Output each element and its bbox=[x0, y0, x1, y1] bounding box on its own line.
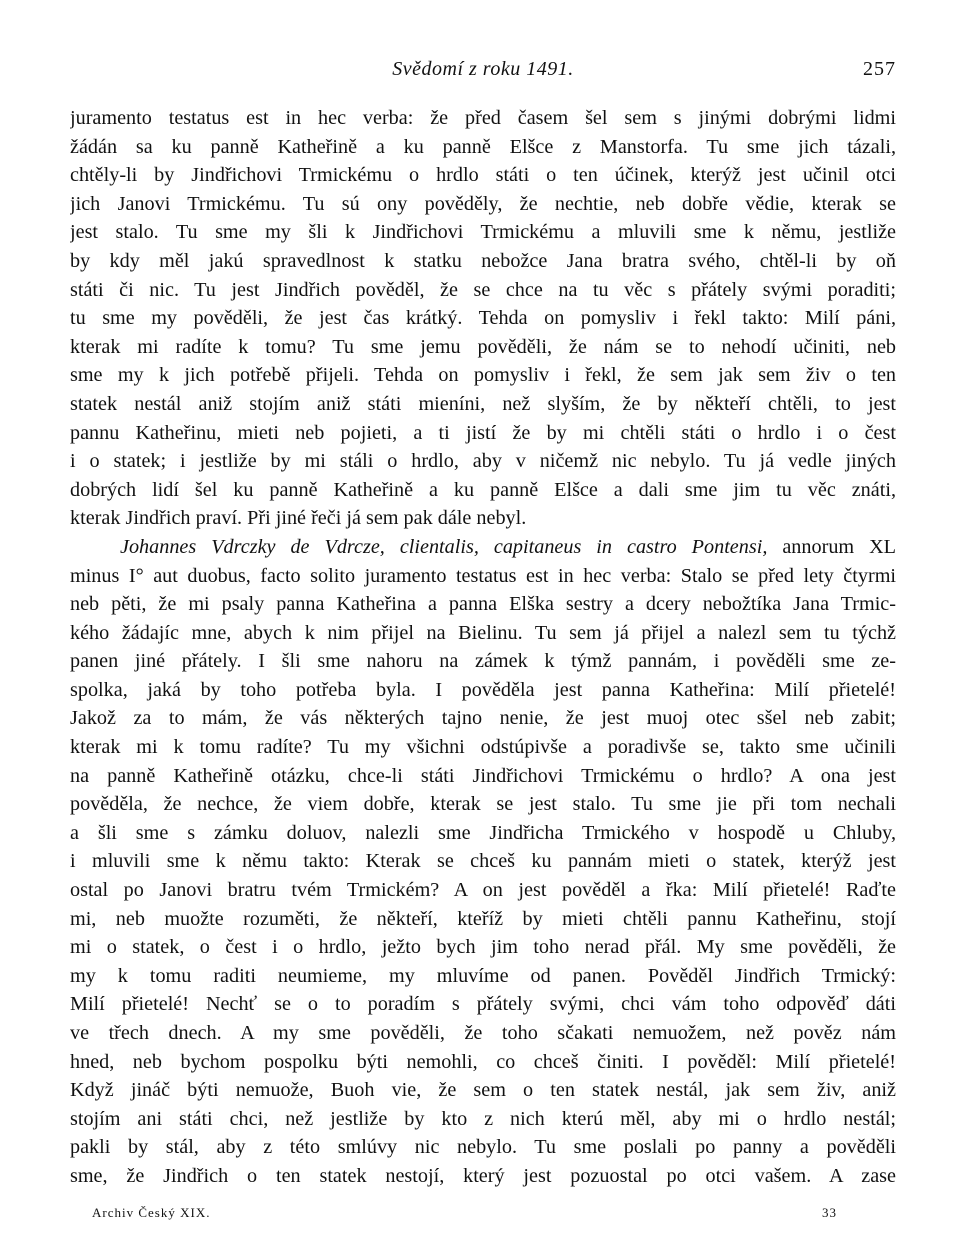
text-line: by kdy měl jakú spravedlnost k statku nebožce Jana bratra svého, chtěl-li by oň bbox=[70, 249, 896, 272]
text-line: Milí přietelé! Nechť se o to poradím s přátely svými, chci vám toho odpověď dáti bbox=[70, 993, 896, 1016]
text-line: pověděla, že nechce, že viem dobře, kterak se jest stalo. Tu sme jie při tom nechali bbox=[70, 793, 896, 816]
text-line: i mluvili sme k němu takto: Kterak se chceš ku pannám mieti o statek, kterýž jest bbox=[70, 850, 896, 873]
text-line: sme my k jich potřebě přijeli. Tehda on pomysliv i řekl, že sem jak sem živ o ten bbox=[70, 364, 896, 387]
text-line: kého žádajíc mne, abych k nim přijel na Bielinu. Tu sem já přijel a nalezl sem tu týchž bbox=[70, 621, 896, 644]
text-line: statek nestál aniž stojím aniž státi mieníni, než slyším, že by někteří chtěli, to jest bbox=[70, 392, 896, 415]
text-line: juramento testatus est in hec verba: že před časem šel sem s jinými dobrými lidmi bbox=[70, 107, 896, 129]
text-line: stojím ani státi chci, než jestliže by kto z nich kterú měl, aby mi o hrdlo nestál; bbox=[70, 1107, 896, 1130]
running-title: Svědomí z roku 1491. bbox=[392, 58, 574, 80]
text-line: pannu Katheřinu, mieti neb pojieti, a ti jistí že by mi chtěli státi o hrdlo i o čest bbox=[70, 421, 896, 444]
text-line: jich Janovi Trmickému. Tu sú ony pověděly, že nechtie, neb dobře vědie, kterak se bbox=[70, 192, 896, 215]
text-line: státi či nic. Tu jest Jindřich pověděl, že se chce na tu věc s přátely svými poraditi; bbox=[70, 278, 896, 301]
text-line: neb pěti, že mi psaly panna Katheřina a panna Elška sestry a dcery nebožtíka Jana Trmic- bbox=[70, 593, 896, 616]
text-line: mi o statek, o čest i o hrdlo, ježto bych jim toho nerad přál. My sme pověděli, že bbox=[70, 936, 896, 959]
text-line: minus I° aut duobus, facto solito juramento testatus est in hec verba: Stalo se před lety čtyrmi bbox=[70, 564, 896, 587]
text-line: žádán sa ku panně Katheřině a ku panně Elšce z Manstorfa. Tu sme jich tázali, bbox=[70, 135, 896, 158]
text-line: hned, neb bychom pospolku býti nemohli, co chceš činiti. I pověděl: Milí přietelé! bbox=[70, 1050, 896, 1073]
text-line: pakli by stál, aby z této smlúvy nic nebylo. Tu sme poslali po panny a pověděli bbox=[70, 1136, 896, 1159]
text-line: Jakož za to mám, že vás některých tajno nenie, že jest muoj otec sšel neb zabit; bbox=[70, 707, 896, 730]
text-line: panen jiné přátely. I šli sme nahoru na zámek k týmž pannám, i pověděli sme ze- bbox=[70, 650, 896, 673]
lead-line-rest: annorum XL bbox=[767, 535, 896, 558]
text-line: a šli sme s zámku doluov, nalezli sme Jindřicha Trmického v hospodě u Chluby, bbox=[70, 821, 896, 844]
text-line: spolka, jaká by toho potřeba byla. I pověděla jest panna Katheřina: Milí přietelé! bbox=[70, 678, 896, 701]
text-line: jest stalo. Tu sme my šli k Jindřichovi Trmickému a mluvili sme k němu, jestliže bbox=[70, 221, 896, 244]
text-line: na panně Katheřině otázku, chce-li státi Jindřichovi Trmickému o hrdlo? A ona jest bbox=[70, 764, 896, 787]
text-line: kterak mi k tomu radíte? Tu my všichni odstúpivše a poradivše se, takto sme učinili bbox=[70, 736, 896, 759]
text-line: tu sme my pověděli, že jest čas krátký. Tehda on pomysliv i řekl takto: Milí páni, bbox=[70, 307, 896, 330]
sheet-signature: 33 bbox=[822, 1205, 837, 1220]
text-line: ostal po Janovi bratru tvém Trmickém? A on jest pověděl a řka: Milí přietelé! Raďte bbox=[70, 879, 896, 902]
person-name-italic: Johannes Vdrczky de Vdrcze, clientalis, capitaneus in castro Pontensi, bbox=[120, 535, 768, 558]
text-line: dobrých lidí šel ku panně Katheřině a ku panně Elšce a dali sme jim tu věc znáti, bbox=[70, 478, 896, 501]
text-line: ve třech dnech. A my sme pověděli, že toho sčakati nemuožem, než pověz nám bbox=[70, 1022, 896, 1044]
text-line: my k tomu raditi neumieme, my mluvíme od panen. Pověděl Jindřich Trmický: bbox=[70, 964, 896, 987]
text-line: chtěly-li by Jindřichovi Trmickému o hrdlo státi o ten účinek, kterýž jest učinil otci bbox=[70, 164, 896, 187]
text-line: sme, že Jindřich o ten statek nestojí, který jest pozuostal po otci vašem. A zase bbox=[70, 1164, 896, 1187]
running-head bbox=[70, 58, 896, 88]
text-line: kterak Jindřich praví. Při jiné řeči já sem pak dále nebyl. bbox=[70, 507, 527, 530]
text-line: kterak mi radíte k tomu? Tu sme jemu pověděli, že nám se to nehodí učiniti, neb bbox=[70, 335, 896, 358]
text-line: mi, neb muožte rozuměti, že někteří, kteříž by mieti chtěli pannu Katheřinu, stojí bbox=[70, 907, 896, 930]
page-number: 257 bbox=[863, 58, 896, 80]
body-text bbox=[70, 104, 896, 1191]
text-line: i o statek; i jestliže by mi stáli o hrdlo, aby v ničemž nic nebylo. Tu já vedle jiných bbox=[70, 450, 896, 473]
page-footer bbox=[92, 1205, 837, 1227]
paragraph-lead-line bbox=[70, 533, 896, 562]
text-line: Když jináč býti nemuože, Buoh vie, že sem o ten statek nestál, jak sem živ, aniž bbox=[70, 1079, 896, 1102]
printer-signature: Archiv Český XIX. bbox=[92, 1205, 211, 1220]
